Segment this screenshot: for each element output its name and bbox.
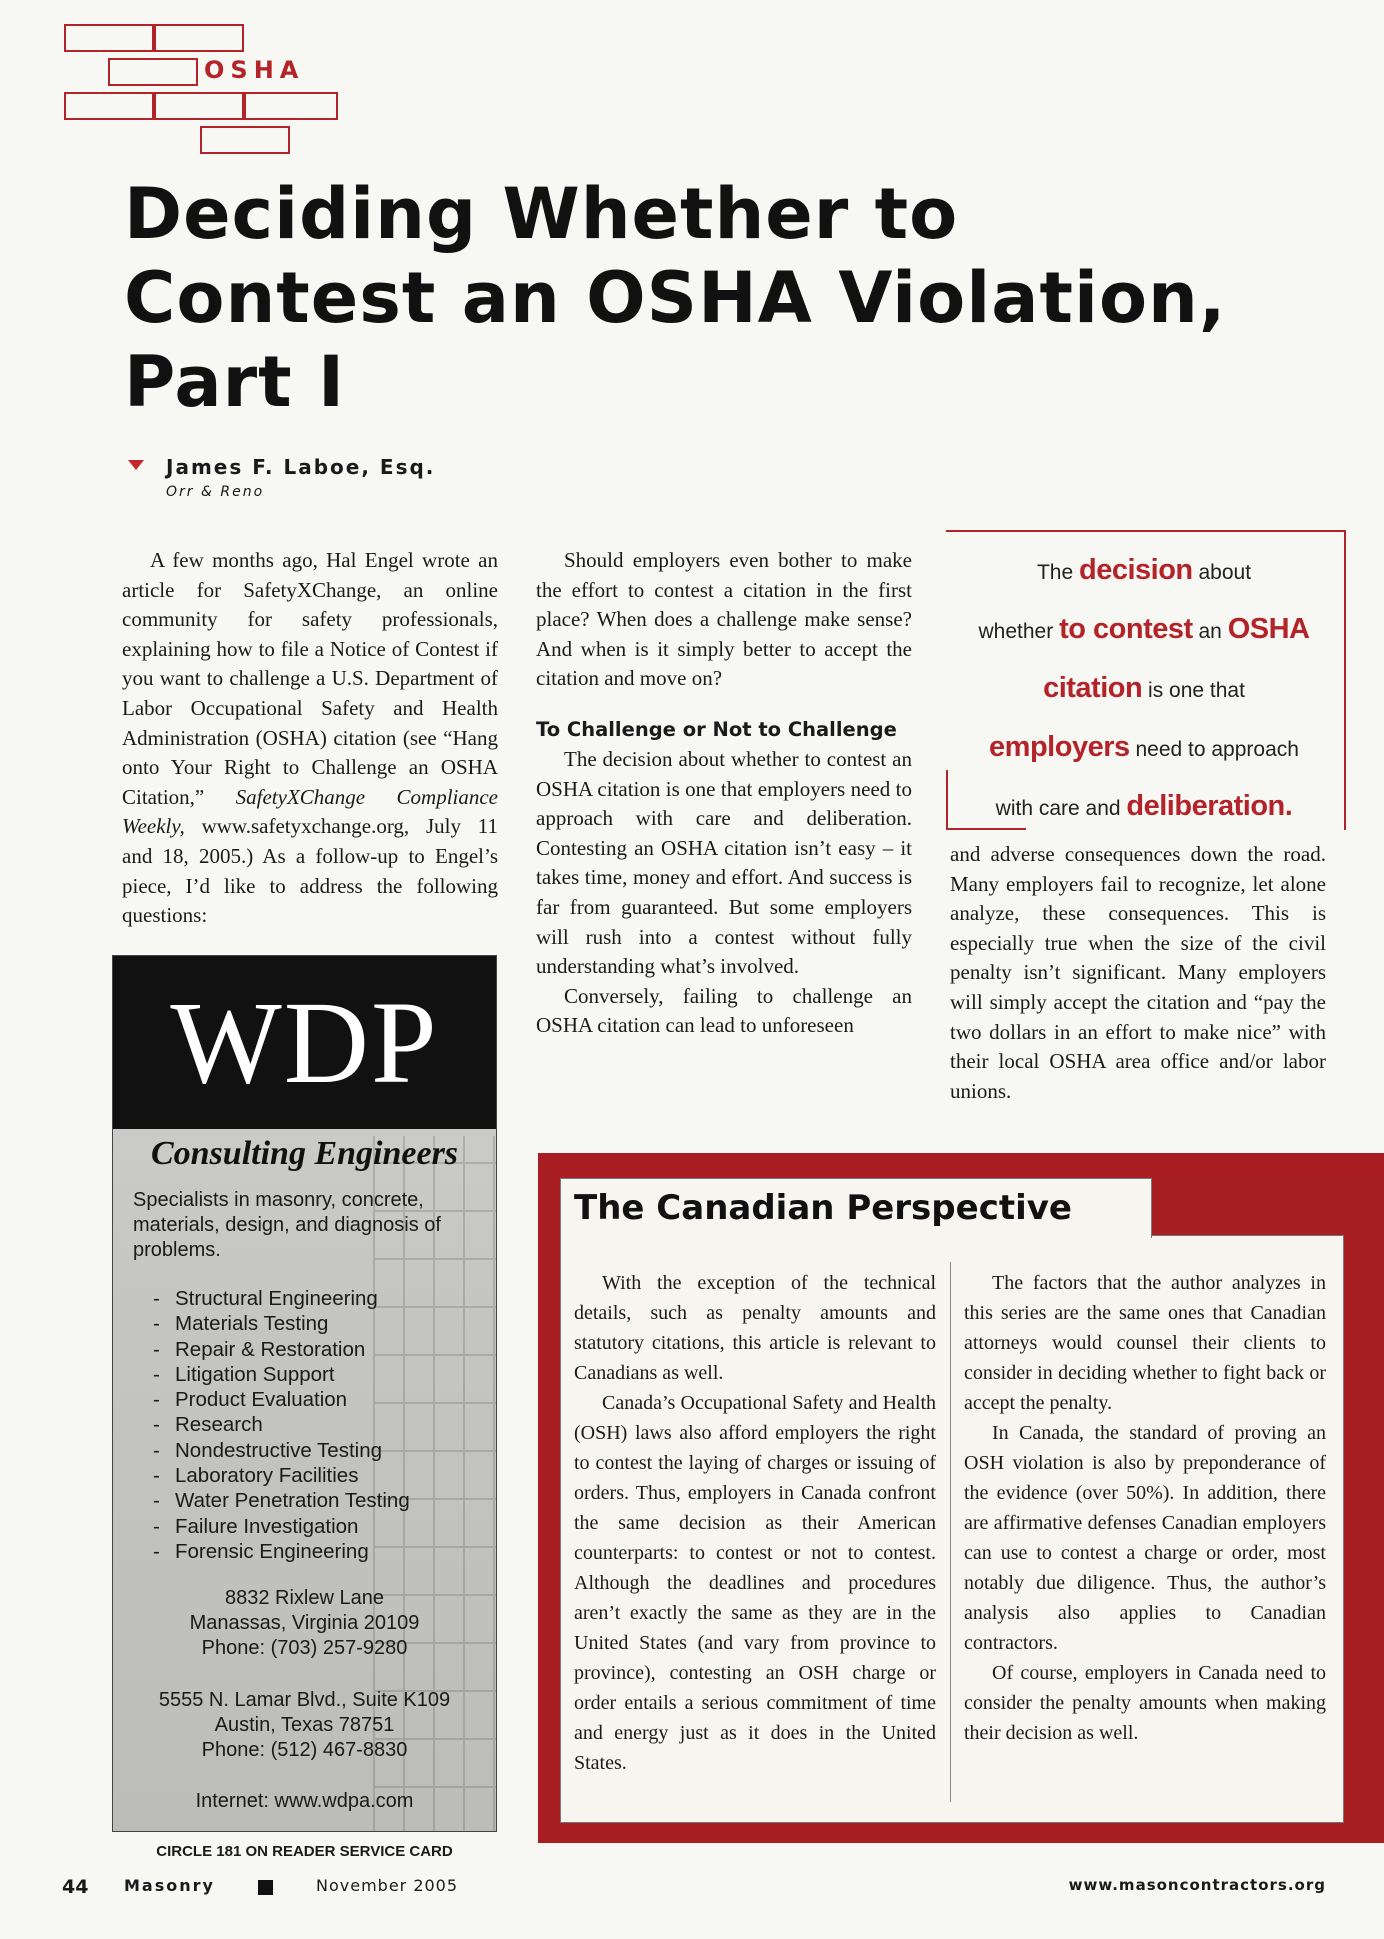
city: Manassas, Virginia 20109 — [189, 1612, 420, 1634]
list-item: - Materials Testing — [153, 1311, 473, 1336]
logo-brick — [244, 92, 338, 120]
phone: Phone: (703) 257-9280 — [201, 1637, 408, 1659]
sidebar-title: The Canadian Perspective — [574, 1188, 1072, 1228]
quote-highlight: decision — [1078, 554, 1193, 586]
quote-text: about — [1198, 561, 1252, 584]
logo-brick — [154, 24, 244, 52]
ad-logo: WDP — [170, 977, 439, 1108]
subheading: To Challenge or Not to Challenge — [536, 717, 897, 741]
quote-highlight: deliberation. — [1126, 790, 1293, 822]
paragraph — [122, 546, 498, 931]
logo-brick — [64, 92, 154, 120]
section-label: OSHA — [204, 56, 305, 84]
ad-office-texas — [113, 1688, 496, 1763]
quote-highlight: OSHA — [1227, 613, 1310, 645]
list-item: - Laboratory Facilities — [153, 1463, 473, 1488]
title-line: Contest an OSHA Violation, — [124, 257, 1227, 339]
paragraph: Conversely, failing to challenge an OSHA citation can lead to unforeseen — [536, 983, 912, 1038]
reader-service-note: CIRCLE 181 ON READER SERVICE CARD — [156, 1843, 453, 1860]
title-line: Deciding Whether to — [124, 173, 959, 255]
sidebar-divider — [950, 1262, 951, 1802]
page-number: 44 — [62, 1876, 89, 1898]
ad-description: Specialists in masonry, concrete, materials, design, and diagnosis of problems. — [133, 1189, 441, 1261]
ad-subtitle: Consulting Engineers — [150, 1135, 459, 1172]
quote-text: with care and — [995, 797, 1121, 820]
title-line: Part I — [124, 341, 346, 423]
paragraph: The factors that the author analyzes in this series are the same ones that Canadian attorneys would counsel their clients to consider in deciding whether to fight back or accept the penalty. — [964, 1272, 1326, 1414]
ad-service-list — [153, 1286, 473, 1564]
list-item: - Product Evaluation — [153, 1387, 473, 1412]
article-column-1 — [122, 546, 498, 931]
quote-text: whether — [978, 620, 1054, 643]
paragraph: Canada’s Occupational Safety and Health (OSH) laws also afford employers the right to contest the laying of charges or issuing of orders. Thus, employers in Canada confront the same decision as their American counterparts: to contest or not to contest. Although the deadlines and procedures aren’t exactly the same as they are in the United States (and vary from province to province), contesting an OSH charge or order entails a serious commitment of time and energy just as it does in the United States. — [574, 1392, 936, 1774]
byline-triangle-icon — [128, 460, 144, 470]
list-item: - Repair & Restoration — [153, 1337, 473, 1362]
article-column-2 — [536, 546, 912, 1041]
list-item: - Failure Investigation — [153, 1514, 473, 1539]
list-item: - Structural Engineering — [153, 1286, 473, 1311]
logo-brick — [108, 58, 198, 86]
logo-brick — [154, 92, 244, 120]
advertisement[interactable] — [112, 955, 497, 1832]
paragraph-text: A few months ago, Hal Engel wrote an article for SafetyXChange, an online community for safety professionals, explaining how to file a Notice of Contest if you want to challenge a U.S. Department of Labor Occupational Safety and Health Administration (OSHA) citation (see “Hang onto Your Right to Challenge an OSHA Citation,” — [122, 548, 498, 809]
list-item: - Water Penetration Testing — [153, 1488, 473, 1513]
publication-title: SafetyXChange Compliance Weekly, — [122, 784, 499, 839]
phone: Phone: (512) 467-8830 — [201, 1739, 408, 1761]
magazine-name: Masonry — [124, 1876, 215, 1895]
ad-website: Internet: www.wdpa.com — [195, 1790, 414, 1812]
street: 8832 Rixlew Lane — [225, 1587, 384, 1609]
author-firm: Orr & Reno — [166, 484, 265, 500]
paragraph: and adverse consequences down the road. Many employers fail to recognize, let alone analyze, these consequences. This is especially true when the size of the civil penalty isn’t significant. Many employers will simply accept the citation and “pay the two dollars in an effort to make nice” with their local OSHA area office and/or labor unions. — [950, 842, 1326, 1103]
pull-quote — [950, 542, 1338, 837]
paragraph: In Canada, the standard of proving an OSH violation is also by preponderance of the evidence (over 50%). In addition, there are affirmative defenses Canadian employers can use to contest a charge or order, most notably due diligence. Thus, the author’s analysis also applies to Canadian contractors. — [964, 1422, 1326, 1654]
city: Austin, Texas 78751 — [214, 1714, 395, 1736]
quote-text: is one that — [1148, 679, 1245, 702]
quote-highlight: employers — [989, 731, 1130, 763]
quote-highlight: citation — [1043, 672, 1143, 704]
paragraph: With the exception of the technical details, such as penalty amounts and statutory citations, this article is relevant to Canadians as well. — [574, 1272, 936, 1384]
logo-brick — [64, 24, 154, 52]
quote-text: The — [1036, 561, 1074, 584]
footer-website[interactable]: www.masoncontractors.org — [1068, 1876, 1326, 1894]
ad-office-virginia — [113, 1586, 496, 1661]
article-title — [124, 172, 1344, 424]
footer-square-icon — [258, 1880, 273, 1895]
logo-brick — [200, 126, 290, 154]
list-item: - Forensic Engineering — [153, 1539, 473, 1564]
quote-text: need to approach — [1135, 738, 1299, 761]
paragraph: Of course, employers in Canada need to consider the penalty amounts when making their decision as well. — [964, 1662, 1326, 1744]
article-column-3 — [950, 840, 1326, 1106]
sidebar-column-left — [574, 1268, 936, 1778]
issue-date: November 2005 — [316, 1876, 459, 1895]
paragraph: Should employers even bother to make the effort to contest a citation in the first place? When does a challenge make sense? And when is it simply better to accept the citation and move on? — [536, 548, 912, 691]
paragraph-text: www.safetyxchange.org, July 11 and 18, 2005.) As a follow-up to Engel’s piece, I’d like to address the following questions: — [122, 814, 498, 928]
sidebar-column-right — [964, 1268, 1326, 1748]
author-name: James F. Laboe, Esq. — [166, 455, 436, 479]
paragraph: The decision about whether to contest an OSHA citation is one that employers need to approach with care and deliberation. Contesting an OSHA citation isn’t easy – it takes time, money and effort. And success is far from guaranteed. But some employers will rush into a contest without fully understanding what’s involved. — [536, 746, 912, 979]
list-item: - Litigation Support — [153, 1362, 473, 1387]
quote-highlight: to contest — [1059, 613, 1193, 645]
list-item: - Nondestructive Testing — [153, 1438, 473, 1463]
street: 5555 N. Lamar Blvd., Suite K109 — [158, 1689, 451, 1711]
list-item: - Research — [153, 1412, 473, 1437]
quote-text: an — [1198, 620, 1222, 643]
